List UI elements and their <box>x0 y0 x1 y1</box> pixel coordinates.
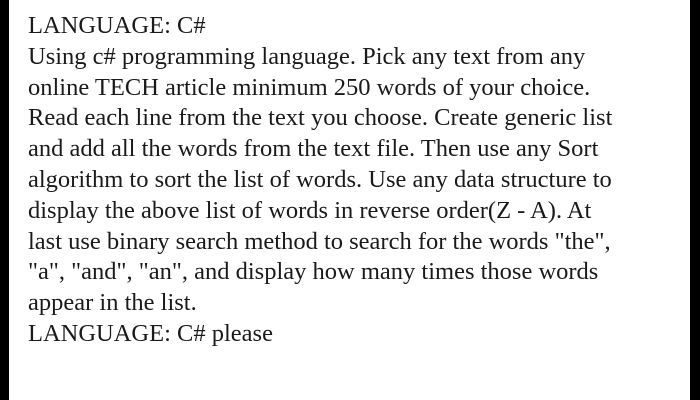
left-black-border <box>0 0 9 400</box>
text-line: "a", "and", "an", and display how many times those words <box>28 258 599 286</box>
text-line-language-heading: LANGUAGE: C# <box>28 12 206 39</box>
text-line-language-footer: LANGUAGE: C# please <box>28 319 273 347</box>
text-line: last use binary search method to search for the words "the", <box>28 227 611 255</box>
text-line: Using c# programming language. Pick any text from any <box>28 42 586 70</box>
text-line: Read each line from the text you choose. Create generic list <box>28 104 613 132</box>
text-line: algorithm to sort the list of words. Use any data structure to <box>28 165 612 193</box>
text-line: and add all the words from the text file. Then use any Sort <box>28 135 599 163</box>
text-line: display the above list of words in reverse order(Z - A). At <box>28 196 592 224</box>
text-line: online TECH article minimum 250 words of your choice. <box>28 73 591 101</box>
question-text <box>28 11 688 350</box>
right-black-border <box>690 0 700 400</box>
text-line: appear in the list. <box>28 289 197 317</box>
